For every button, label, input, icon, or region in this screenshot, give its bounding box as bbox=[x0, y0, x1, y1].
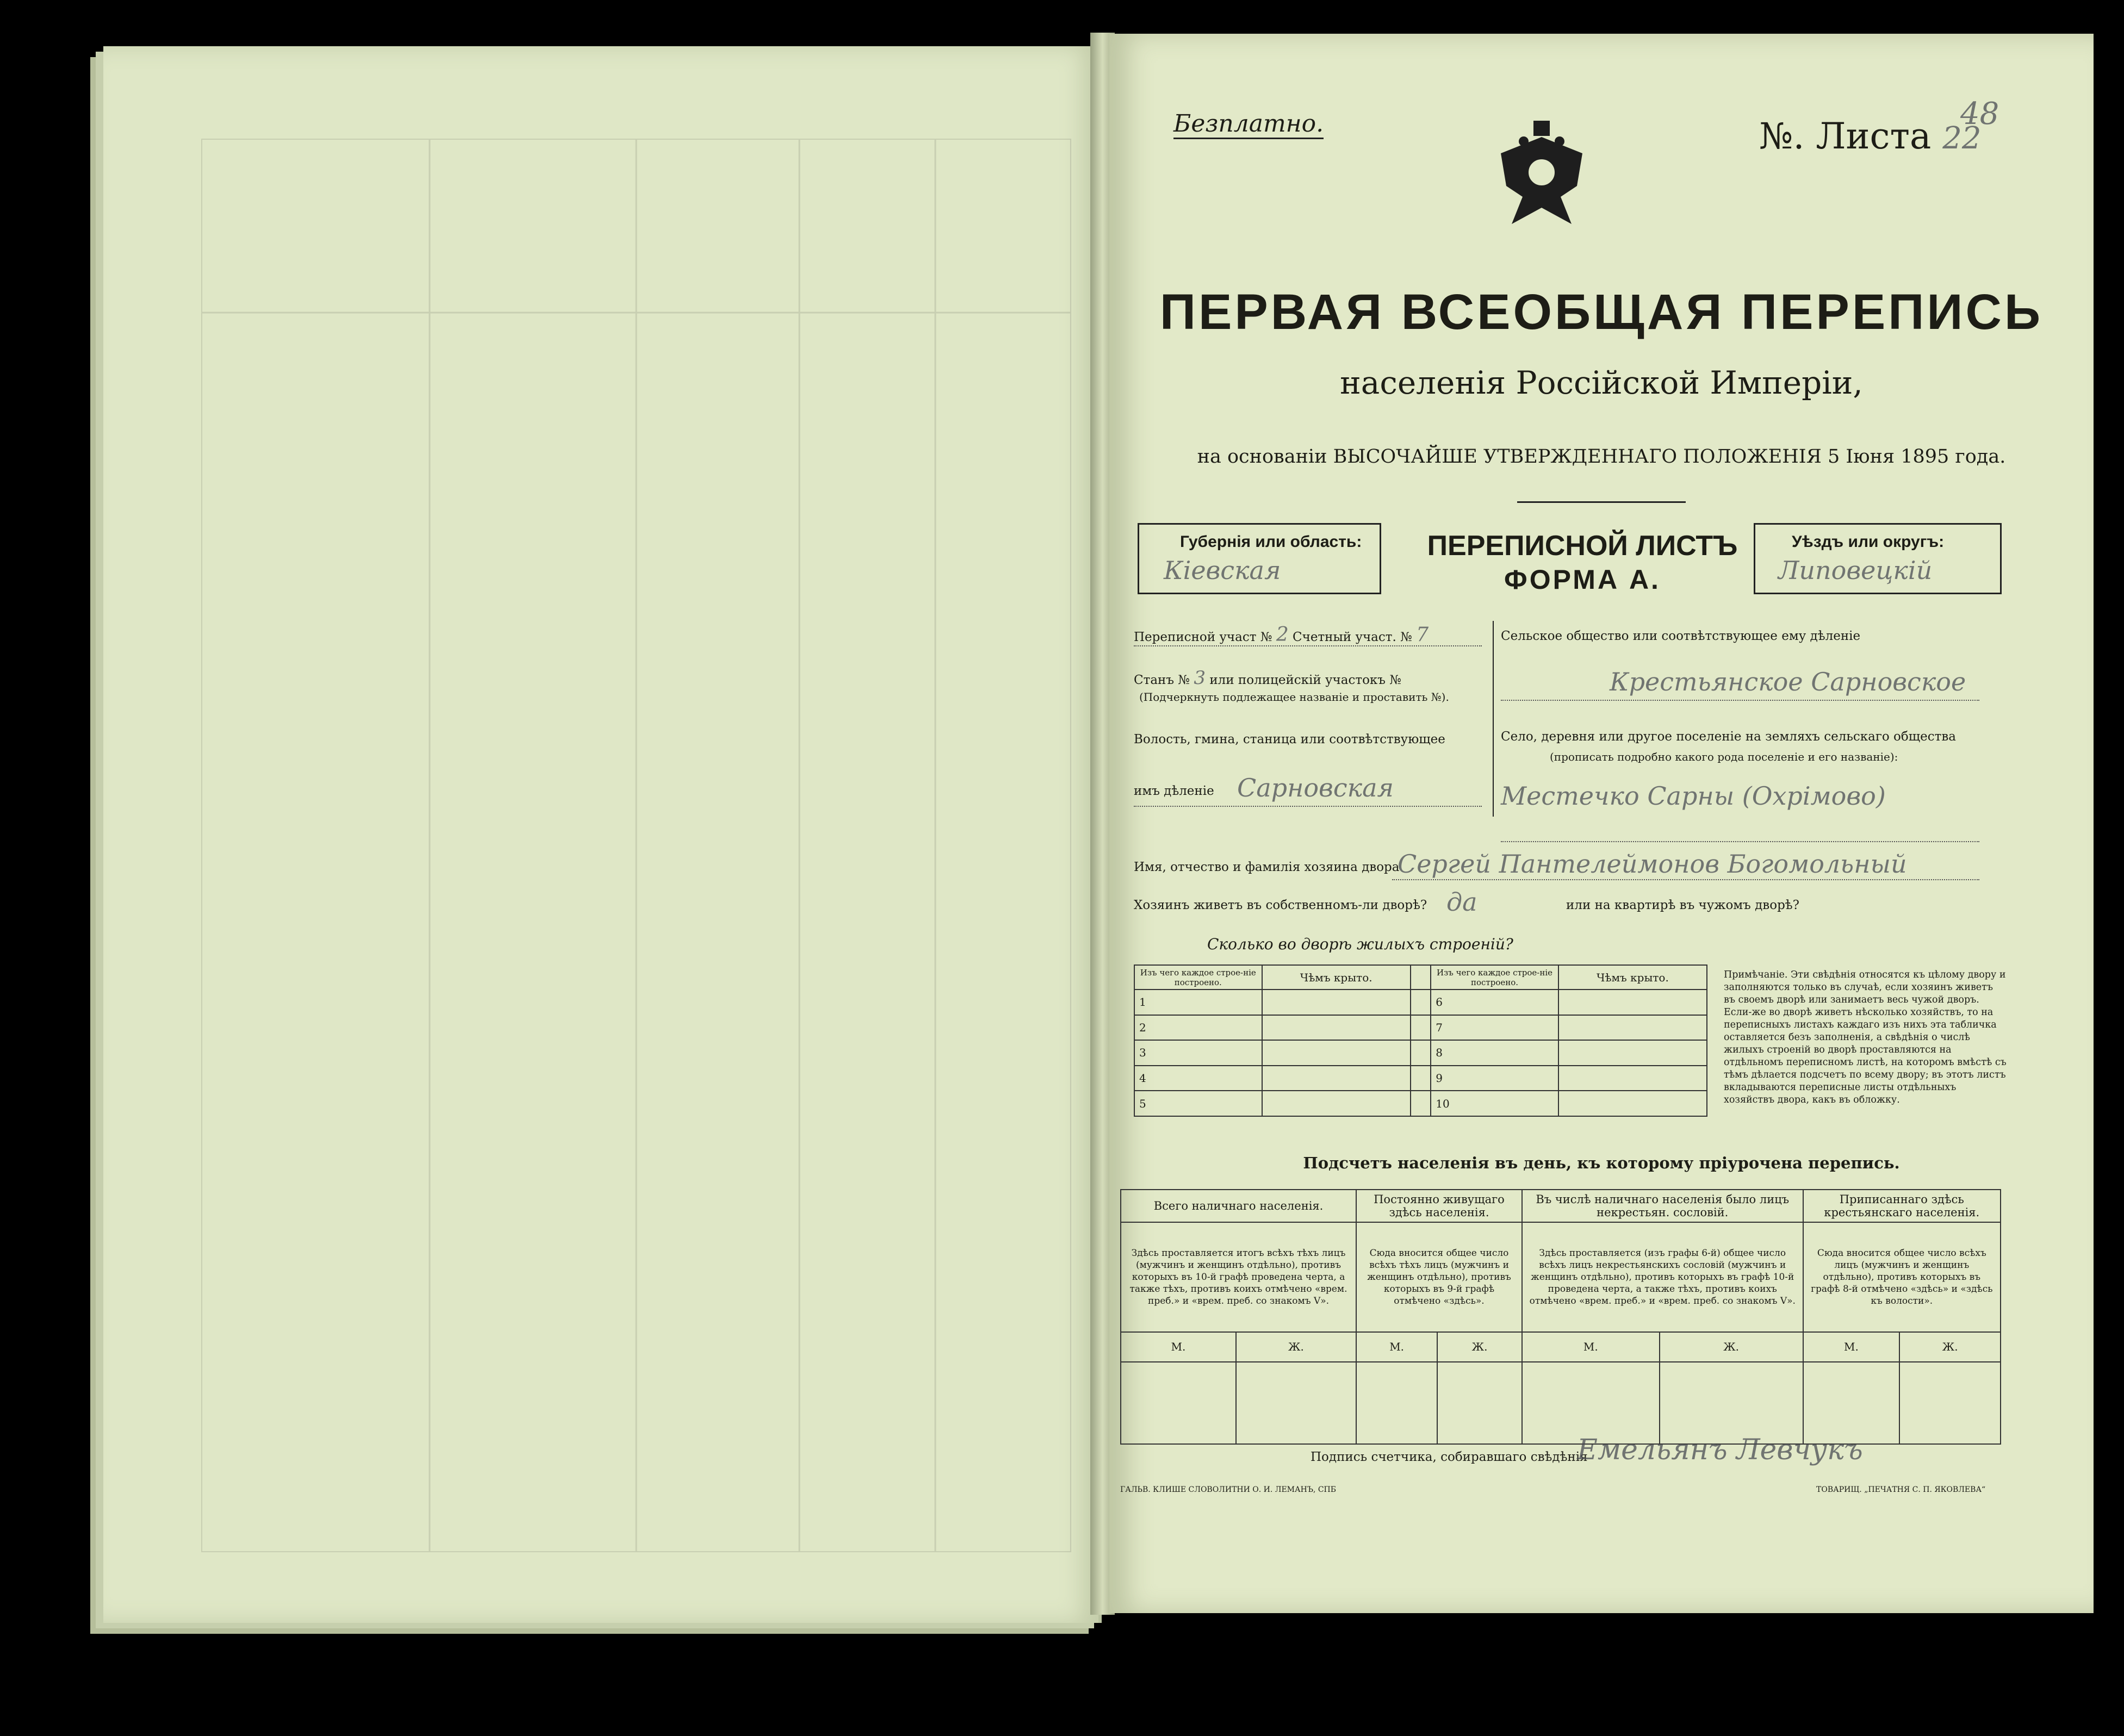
owner-name-value: Сергей Пантелеймонов Богомольный bbox=[1398, 849, 1907, 879]
building-row-num: 4 bbox=[1134, 1066, 1262, 1091]
village-note: (прописать подробно какого рода поселеніе и его названіе): bbox=[1550, 750, 1898, 763]
male-head: М. bbox=[1121, 1332, 1236, 1362]
signature-value: Емельянъ Левчукъ bbox=[1577, 1434, 1863, 1466]
volost-label: Волость, гмина, станица или соотвѣтствующее bbox=[1134, 732, 1445, 746]
male-head: М. bbox=[1522, 1332, 1660, 1362]
left-page bbox=[103, 46, 1102, 1623]
field-line bbox=[1134, 806, 1482, 807]
legal-basis: на основаніи ВЫСОЧАЙШЕ УТВЕРЖДЕННАГО ПОЛОЖЕНІЯ 5 Іюня 1895 года. bbox=[1197, 446, 2006, 468]
free-label: Безплатно. bbox=[1173, 110, 1324, 139]
female-head: Ж. bbox=[1437, 1332, 1522, 1362]
census-section-row: Переписной участ № 2 Счетный участ. № 7 bbox=[1134, 624, 1429, 646]
count-desc: Здѣсь проставляется итогъ всѣхъ тѣхъ лицъ (мужчинъ и женщинъ отдѣльно), противъ которыхъ въ 10-й графѣ проведена черта, а также тѣхъ, противъ коихъ отмѣчено «врем. преб.» и «врем. преб. со знакомъ V». bbox=[1121, 1222, 1356, 1331]
field-line bbox=[1392, 879, 1979, 880]
count-col-non-peasant: Въ числѣ наличнаго населенія было лицъ некрестьян. сословій. bbox=[1522, 1190, 1803, 1222]
building-row-num: 9 bbox=[1431, 1066, 1558, 1091]
footer-right-print: ТОВАРИЩ. „ПЕЧАТНЯ С. П. ЯКОВЛЕВА“ bbox=[1816, 1485, 1986, 1494]
building-row-num: 5 bbox=[1134, 1091, 1262, 1116]
underline-note: (Подчеркнуть подлежащее названіе и проставить №). bbox=[1139, 690, 1449, 704]
uezd-label: Уѣздъ или округъ: bbox=[1792, 533, 1945, 551]
female-head: Ж. bbox=[1660, 1332, 1803, 1362]
form-a-label: ФОРМА А. bbox=[1504, 564, 1661, 595]
population-count-table bbox=[1120, 1189, 2001, 1445]
bleed-through-grid bbox=[201, 139, 1071, 1552]
female-head: Ж. bbox=[1236, 1332, 1356, 1362]
female-head: Ж. bbox=[1899, 1332, 2001, 1362]
buildings-col-roof: Чѣмъ крыто. bbox=[1262, 965, 1411, 990]
male-head: М. bbox=[1803, 1332, 1900, 1362]
building-row-num: 10 bbox=[1431, 1091, 1558, 1116]
sheet-number-value: 22 bbox=[1942, 121, 1982, 156]
buildings-col-roof-2: Чѣмъ крыто. bbox=[1558, 965, 1707, 990]
village-value: Местечко Сарны (Охрімово) bbox=[1501, 781, 1886, 811]
buildings-note: Примѣчаніе. Эти свѣдѣнія относятся къ цѣлому двору и заполняются только въ случаѣ, если хозяинъ живетъ въ своемъ дворѣ или занимаетъ весь чужой дворъ. Если-же во дворѣ живетъ нѣсколько хозяйствъ, то на переписныхъ листахъ каждаго изъ нихъ эта табличка оставляется безъ заполненія, а свѣдѣнія о числѣ жилыхъ строеній во дворѣ проставляются на отдѣльномъ переписномъ листѣ, на которомъ вмѣстѣ съ тѣмъ дѣлается подсчетъ по всему двору; въ этотъ листъ вкладываются переписные листы отдѣльныхъ хозяйствъ двора, какъ въ обложку. bbox=[1724, 969, 2007, 1105]
buildings-label: Сколько во дворѣ жилыхъ строеній? bbox=[1207, 935, 1513, 953]
field-line bbox=[1134, 645, 1482, 646]
count-desc: Сюда вносится общее число всѣхъ лицъ (мужчинъ и женщинъ отдѣльно), противъ которыхъ въ графѣ 8-й отмѣчено «здѣсь» и «здѣсь къ волости». bbox=[1803, 1222, 2001, 1331]
field-line bbox=[1501, 700, 1979, 701]
society-label: Сельское общество или соотвѣтствующее ему дѣленіе bbox=[1501, 629, 1861, 643]
sheet-number-label: №. Листа bbox=[1759, 115, 1932, 157]
owner-name-label: Имя, отчество и фамилія хозяина двора bbox=[1134, 860, 1400, 874]
imperial-eagle-emblem bbox=[1490, 115, 1593, 235]
buildings-col-material: Изъ чего каждое строе-ніе построено. bbox=[1134, 965, 1262, 990]
society-value: Крестьянское Сарновское bbox=[1610, 667, 1966, 696]
volost-value: Сарновская bbox=[1237, 773, 1394, 802]
counting-section-value: 7 bbox=[1416, 624, 1429, 646]
apartment-label: или на квартирѣ въ чужомъ дворѣ? bbox=[1566, 898, 1800, 912]
male-head: М. bbox=[1356, 1332, 1437, 1362]
buildings-col-material-2: Изъ чего каждое строе-ніе построено. bbox=[1431, 965, 1558, 990]
signature-label: Подпись счетчика, собиравшаго свѣдѣнія bbox=[1311, 1450, 1588, 1464]
building-row-num: 1 bbox=[1134, 990, 1262, 1015]
ornamental-divider bbox=[1517, 501, 1686, 503]
uezd-value: Липовецкій bbox=[1778, 556, 1933, 585]
volost-label-2: имъ дѣленіе bbox=[1134, 784, 1214, 798]
census-title: ПЕРВАЯ ВСЕОБЩАЯ ПЕРЕПИСЬ bbox=[1159, 284, 2044, 340]
count-col-permanent: Постоянно живущаго здѣсь населенія. bbox=[1356, 1190, 1522, 1222]
archive-corner-mark: 48 bbox=[1960, 96, 1999, 132]
stan-row: Станъ № 3 или полицейскій участокъ № bbox=[1134, 667, 1402, 689]
own-yard-label: Хозяинъ живетъ въ собственномъ-ли дворѣ? bbox=[1134, 898, 1427, 912]
gubernia-value: Кіевская bbox=[1164, 556, 1281, 585]
count-col-registered-peasant: Приписаннаго здѣсь крестьянскаго населенія. bbox=[1803, 1190, 2001, 1222]
building-row-num: 2 bbox=[1134, 1015, 1262, 1041]
census-form-page bbox=[1109, 34, 2094, 1613]
field-line bbox=[1501, 841, 1979, 842]
count-desc: Сюда вносится общее число всѣхъ тѣхъ лицъ (мужчинъ и женщинъ отдѣльно), противъ которыхъ въ 9-й графѣ отмѣчено «здѣсь». bbox=[1356, 1222, 1522, 1331]
field-divider bbox=[1493, 621, 1494, 817]
gubernia-label: Губернія или область: bbox=[1180, 533, 1362, 551]
building-row-num: 6 bbox=[1431, 990, 1558, 1015]
count-desc: Здѣсь проставляется (изъ графы 6-й) общее число всѣхъ лицъ некрестьянскихъ сословій (мужчинъ и женщинъ отдѣльно), противъ которыхъ въ графѣ 10-й проведена черта, а также тѣхъ, противъ коихъ отмѣчено «врем. преб.» и «врем. преб. со знакомъ V». bbox=[1522, 1222, 1803, 1331]
own-yard-value: да bbox=[1446, 887, 1477, 917]
count-col-present: Всего наличнаго населенія. bbox=[1121, 1190, 1356, 1222]
building-row-num: 3 bbox=[1134, 1040, 1262, 1066]
count-section-title: Подсчетъ населенія въ день, къ которому пріурочена перепись. bbox=[1303, 1154, 1900, 1172]
stan-value: 3 bbox=[1194, 667, 1206, 689]
buildings-table bbox=[1134, 965, 1707, 1117]
form-sheet-title: ПЕРЕПИСНОЙ ЛИСТЪ bbox=[1427, 530, 1738, 562]
building-row-num: 8 bbox=[1431, 1040, 1558, 1066]
building-row-num: 7 bbox=[1431, 1015, 1558, 1041]
sheet-number bbox=[1759, 115, 1982, 157]
footer-left-print: ГАЛЬВ. КЛИШЕ СЛОВОЛИТНИ О. И. ЛЕМАНЪ, СПБ bbox=[1120, 1485, 1337, 1494]
census-subtitle: населенія Россійской Имперіи, bbox=[1340, 364, 1863, 401]
census-section-value: 2 bbox=[1276, 624, 1289, 646]
village-label: Село, деревня или другое поселеніе на земляхъ сельскаго общества bbox=[1501, 730, 1957, 744]
